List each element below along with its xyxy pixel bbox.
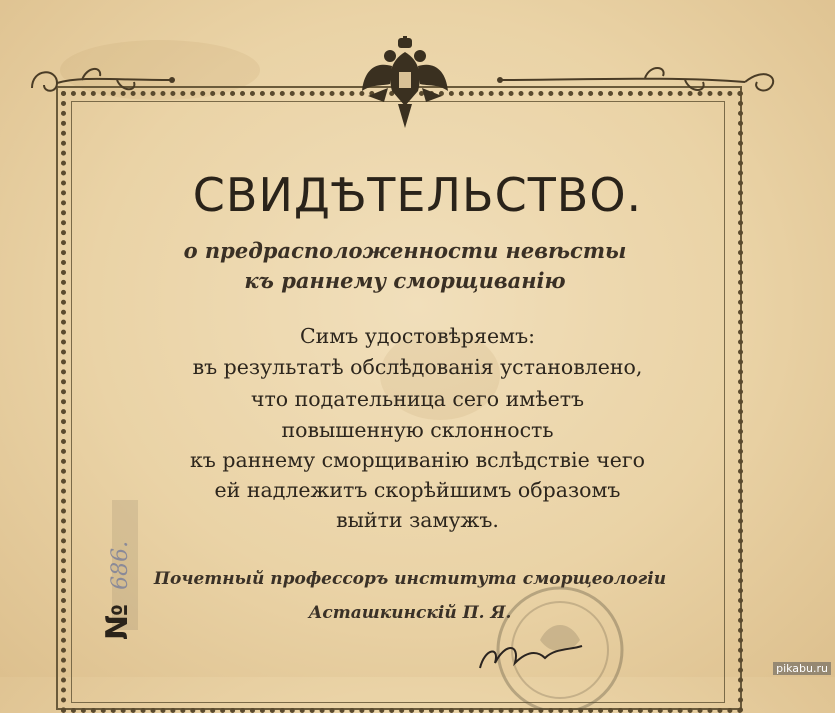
body-line: въ результатѣ обслѣдованія установлено,: [192, 355, 643, 379]
double-headed-eagle-icon: [360, 36, 450, 132]
number-value: 686.: [108, 540, 133, 590]
signatory-title: Почетный профессоръ института сморщеологіи: [153, 569, 667, 589]
body-line: выйти замужъ.: [336, 508, 499, 532]
body-line: повышенную склонность: [281, 418, 554, 442]
body-line: ей надлежитъ скорѣйшимъ образомъ: [214, 478, 621, 502]
watermark: pikabu.ru: [773, 662, 831, 675]
subtitle-line: о предрасположенности невѣсты: [183, 238, 627, 263]
subtitle-line: къ раннему сморщиванiю: [244, 268, 566, 293]
body-line: Симъ удостовѣряемъ:: [299, 324, 536, 348]
body-line: къ раннему сморщиванію вслѣдствіе чего: [189, 448, 646, 472]
signature-icon: [470, 628, 590, 678]
body-line: что подательница сего имѣетъ: [250, 387, 585, 411]
certificate-number: [100, 520, 140, 640]
signatory-name: Асташкинскій П. Я.: [308, 603, 512, 623]
scroll-ornament-icon: [495, 58, 785, 108]
number-label: №: [100, 603, 135, 640]
scroll-ornament-icon: [22, 58, 182, 108]
certificate-title: СВИДѢТЕЛЬСТВО.: [192, 168, 643, 222]
